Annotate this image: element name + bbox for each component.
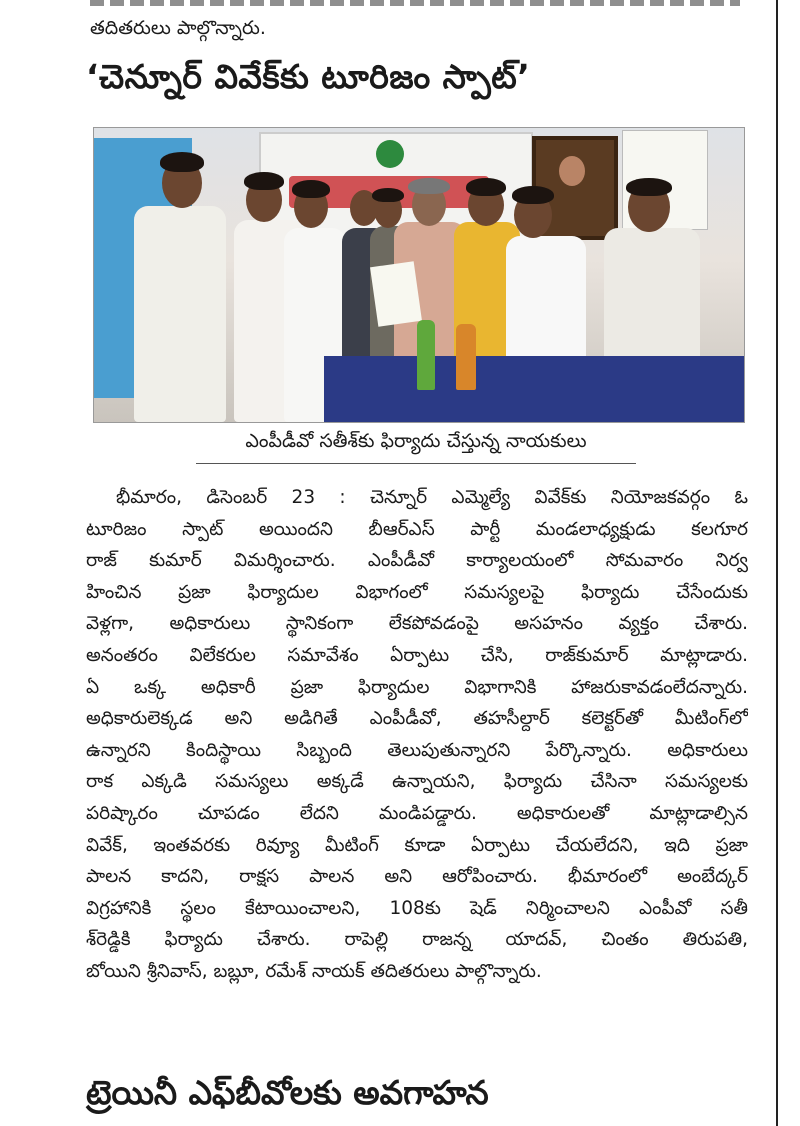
article-line: టూరిజం స్పాట్ అయిందని బీఆర్‌ఎస్ పార్టీ మండలాధ్యక్షుడు కలగూర: [86, 518, 748, 540]
article-line: రాజ్ కుమార్ విమర్శించారు. ఎంపీడీవో కార్యాలయంలో సోమవారం నిర్వ: [86, 550, 748, 572]
article-line: ఏ ఒక్క అధికారీ ప్రజా ఫిర్యాదుల విభాగానికి హాజరుకావడంలేదన్నారు.: [86, 676, 748, 698]
article-line: విగ్రహానికి స్థలం కేటాయించాలని, 108కు షెడ్ నిర్మించాలని ఎంపీవో సతీ: [86, 897, 748, 919]
desk: [324, 356, 744, 422]
article-line: శ్‌రెడ్డికి ఫిర్యాదు చేశారు. రాపెల్లి రాజన్న యాదవ్, చింతం తిరుపతి,: [86, 929, 748, 951]
photo-caption: ఎంపీడీవో సతీశ్‌కు ఫిర్యాదు చేస్తున్న నాయకులు: [245, 430, 587, 452]
article-line: బోయిని శ్రీనివాస్, బబ్లూ, రమేశ్ నాయక్ తదితరులు పాల్గొన్నారు.: [86, 960, 542, 982]
portrait-face: [559, 156, 585, 186]
article-line: రాక ఎక్కడి సమస్యలు అక్కడే ఉన్నాయని, ఫిర్యాదు చేసినా సమస్యలకు: [86, 771, 748, 793]
caption-underline: [196, 463, 636, 464]
article-line: ఉన్నారని కిందిస్థాయి సిబ్బంది తెలుపుతున్నారని పేర్కొన్నారు. అధికారులు: [86, 739, 748, 761]
clipped-text-edge: [90, 0, 740, 6]
news-photo: [93, 127, 745, 423]
column-rule: [776, 0, 778, 1126]
article-line: పరిష్కారం చూపడం లేదని మండిపడ్డారు. అధికారులతో మాట్లాడాల్సిన: [86, 802, 748, 824]
green-bottle: [417, 320, 435, 390]
article-line: అధికారులెక్కడ అని అడిగితే ఎంపీడీవో, తహసీల్దార్ కలెక్టర్‌తో మీటింగ్‌లో: [86, 708, 748, 730]
article-line: హించిన ప్రజా ఫిర్యాదుల విభాగంలో సమస్యలపై ఫిర్యాదు చేసేందుకు: [86, 581, 748, 603]
orange-bottle: [456, 324, 476, 390]
complaint-letter: [370, 261, 422, 327]
article-line: పాలన కాదని, రాక్షస పాలన అని ఆరోపించారు. భీమారంలో అంబేద్కర్: [86, 866, 748, 888]
next-article-headline: ట్రెయినీ ఎఫ్‌బీవోలకు అవగాహన: [86, 1073, 489, 1112]
previous-article-tail: తదితరులు పాల్గొన్నారు.: [90, 17, 266, 39]
article-body: [86, 482, 748, 988]
article-headline: ‘చెన్నూర్ వివేక్‌కు టూరిజం స్పాట్’: [86, 57, 531, 96]
article-line: వివేక్, ఇంతవరకు రివ్యూ మీటింగ్ కూడా ఏర్పాటు చేయలేదని, ఇది ప్రజా: [86, 834, 748, 856]
article-line: అనంతరం విలేకరుల సమావేశం ఏర్పాటు చేసి, రాజ్‌కుమార్ మాట్లాడారు.: [86, 644, 748, 666]
emblem-icon: [376, 140, 404, 168]
article-line: భీమారం, డిసెంబర్ 23 : చెన్నూర్ ఎమ్మెల్యే వివేక్‌కు నియోజకవర్గం ఓ: [116, 487, 748, 508]
article-line: వెళ్లగా, అధికారులు స్థానికంగా లేకపోవడంపై అసహనం వ్యక్తం చేశారు.: [86, 613, 748, 635]
